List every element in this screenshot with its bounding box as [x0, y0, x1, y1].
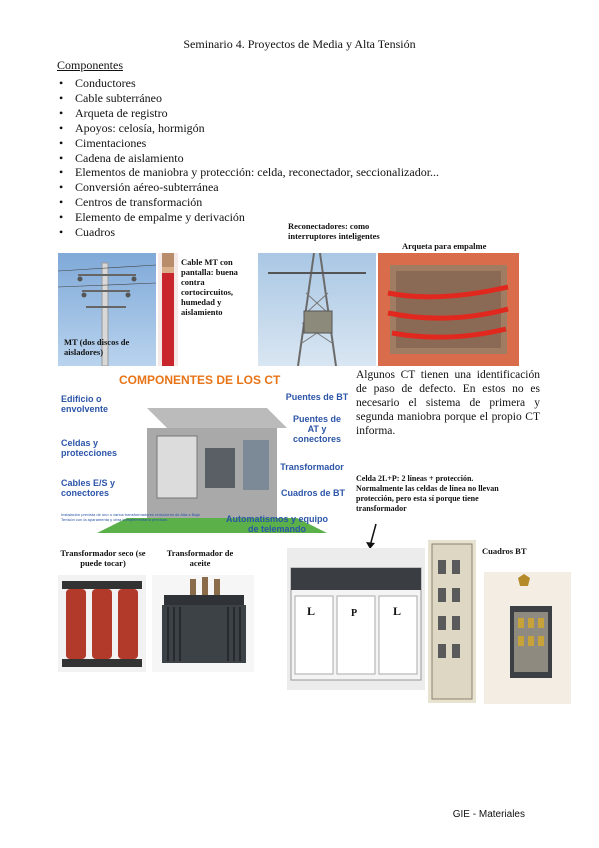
components-list — [57, 76, 439, 240]
reconectadores-caption: Reconectadores: como interruptores inteligentes — [288, 221, 380, 241]
section-heading: Componentes — [57, 58, 123, 72]
arrow-icon — [364, 522, 384, 550]
list-item: • Cable subterráneo — [57, 91, 439, 106]
ct-label-transformador: Transformador — [280, 462, 344, 472]
dry-transformer-icon — [58, 575, 146, 672]
ct-label-automatismos: Automatismos y equipo de telemando — [225, 514, 328, 534]
list-item: • Arqueta de registro — [57, 106, 439, 121]
list-item: • Apoyos: celosía, hormigón — [57, 121, 439, 136]
tower-icon — [258, 253, 376, 366]
page-title: Seminario 4. Proyectos de Media y Alta Tensión — [183, 37, 416, 51]
list-item: • Cuadros — [57, 225, 439, 240]
trafo-aceite-caption: Transformador de aceite — [166, 548, 234, 568]
ct-label-cables: Cables E/S y conectores — [61, 478, 116, 498]
trafo-seco-caption: Transformador seco (se puede tocar) — [60, 548, 146, 568]
celda-letter: P — [351, 608, 358, 619]
ct-diagram-title: COMPONENTES DE LOS CT — [119, 373, 281, 387]
ct-components-diagram — [57, 368, 350, 541]
ct-label-puentes-at: Puentes de AT y conectores — [292, 414, 342, 444]
list-item: • Elemento de empalme y derivación — [57, 210, 439, 225]
cuadros-bt-caption: Cuadros BT — [482, 546, 527, 556]
celda-photo — [287, 548, 425, 690]
ct-label-edificio: Edificio o envolvente — [61, 394, 109, 414]
list-item: • Elementos de maniobra y protección: celda, reconectador, seccionalizador... — [57, 165, 439, 180]
reconectador-photo — [258, 253, 376, 366]
celda-letter: L — [393, 604, 402, 618]
ct-label-puentes-bt: Puentes de BT — [285, 392, 349, 402]
mt-pole-photo — [58, 253, 156, 366]
cabinet-icon — [484, 572, 571, 704]
switchgear-icon — [287, 548, 425, 690]
arqueta-caption: Arqueta para empalme — [402, 241, 487, 251]
list-item: • Cadena de aislamiento — [57, 151, 439, 166]
cable-icon — [158, 253, 178, 366]
trafo-seco-photo — [58, 575, 146, 672]
ct-note: Algunos CT tienen una identificación de paso de defecto. En estos no es necesario el sistema de primera y segunda maniobra porque el propio CT informa. — [356, 369, 540, 437]
list-item: • Centros de transformación — [57, 195, 439, 210]
brick-pit-icon — [378, 253, 519, 366]
celda-letter: L — [307, 604, 316, 618]
cuadro-panel-photo — [428, 540, 476, 703]
ct-label-celdas: Celdas y protecciones — [61, 438, 118, 458]
panel-icon — [428, 540, 476, 703]
list-item: • Conversión aéreo-subterránea — [57, 180, 439, 195]
celda-caption: Celda 2L+P: 2 líneas + protección. Normalmente las celdas de línea no llevan protección, pero esta sí porque tiene transformador — [356, 474, 499, 513]
footer-text: GIE - Materiales — [452, 809, 525, 820]
ct-label-cuadros-bt: Cuadros de BT — [280, 488, 345, 498]
trafo-aceite-photo — [152, 575, 254, 672]
ct-fine-print: Instalación prevista de uno o varios transformadores reductores de Alta a Baja Tensión con la aparamenta y obra complementaria precisas. — [61, 512, 200, 522]
list-item: • Cimentaciones — [57, 136, 439, 151]
oil-transformer-icon — [152, 575, 254, 672]
list-item: • Conductores — [57, 76, 439, 91]
cable-mt-caption: Cable MT con pantalla: buena contra cortocircuitos, humedad y aislamiento — [181, 257, 238, 317]
cable-mt-photo — [158, 253, 178, 366]
arqueta-photo — [378, 253, 519, 366]
cuadros-bt-photo — [484, 572, 571, 704]
mt-caption: MT (dos discos de aisladores) — [64, 337, 130, 357]
